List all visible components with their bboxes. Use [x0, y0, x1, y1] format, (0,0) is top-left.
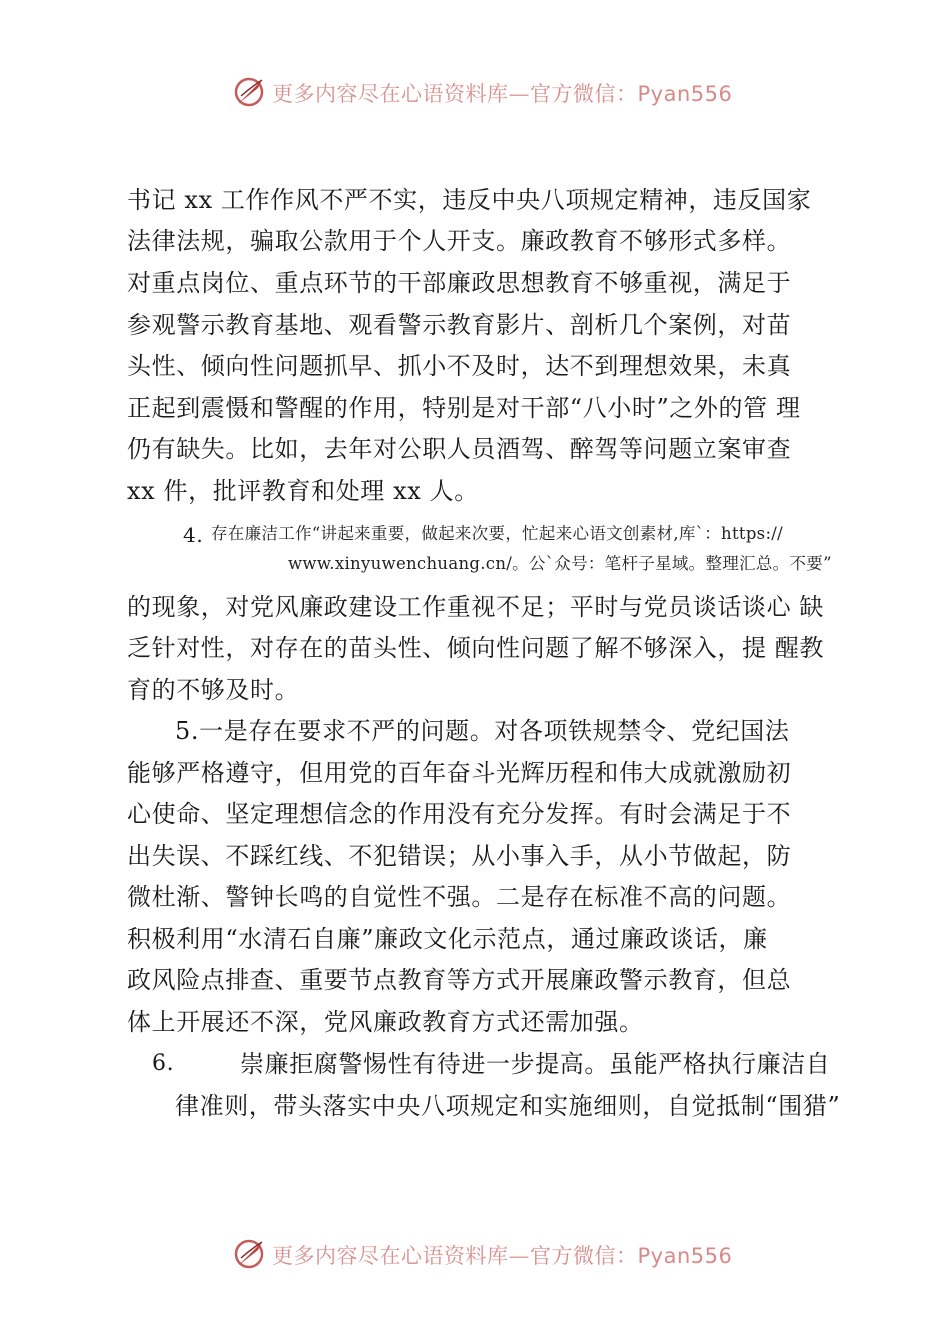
item6-line-2: 律准则，带头落实中央八项规定和实施细则，自觉抵制“围猎”	[175, 1092, 841, 1120]
body-line-7: 仍有缺失。比如，去年对公职人员酒驾、醉驾等问题立案审查	[127, 435, 792, 463]
item5-line-1: 5.一是存在要求不严的问题。对各项铁规禁令、党纪国法	[175, 717, 790, 745]
header-right: 官方微信：Pyan556	[530, 82, 733, 106]
footer-left: 更多内容尽在心语资料库	[272, 1244, 509, 1268]
item5-line-7: 政风险点排查、重要节点教育等方式开展廉政警示教育，但总	[127, 966, 792, 994]
item5-line-4: 出失误、不踩红线、不犯错误；从小事入手，从小节做起，防	[127, 842, 792, 870]
body-line-1: 书记 xx 工作作风不严不实，违反中央八项规定精神，违反国家	[127, 186, 812, 214]
item5-line-6: 积极利用“水清石自廉”廉政文化示范点，通过廉政谈话，廉	[127, 925, 768, 953]
header-banner	[0, 72, 950, 112]
item5-line-3: 心使命、坚定理想信念的作用没有充分发挥。有时会满足于不	[127, 800, 792, 828]
footer-right: 官方微信：Pyan556	[530, 1244, 733, 1268]
body-line-2: 法律法规，骗取公款用于个人开支。廉政教育不够形式多样。	[127, 227, 792, 255]
footer-dash: —	[508, 1244, 530, 1268]
body-line-3: 对重点岗位、重点环节的干部廉政思想教育不够重视，满足于	[127, 269, 792, 297]
body-line-4: 参观警示教育基地、观看警示教育影片、剖析几个案例，对苗	[127, 311, 792, 339]
footer-text	[272, 1240, 732, 1270]
item4-cont-line-2: 乏针对性，对存在的苗头性、倾向性问题了解不够深入，提 醒教	[127, 634, 825, 662]
header-left: 更多内容尽在心语资料库	[272, 82, 509, 106]
item4-line-2: www.xinyuwenchuang.cn/。公`众号：笔杆子星域。整理汇总。不要”	[288, 554, 832, 573]
body-line-5: 头性、倾向性问题抓早、抓小不及时，达不到理想效果，未真	[127, 352, 792, 380]
item4-number: 4.	[183, 523, 204, 547]
header-text	[272, 78, 732, 108]
item5-line-2: 能够严格遵守，但用党的百年奋斗光辉历程和伟大成就激励初	[127, 759, 792, 787]
quill-logo-icon	[232, 1236, 268, 1272]
footer-banner	[0, 1234, 950, 1274]
item5-line-8: 体上开展还不深，党风廉政教育方式还需加强。	[127, 1008, 644, 1036]
item6-line-1: 崇廉拒腐警惕性有待进一步提高。虽能严格执行廉洁自	[240, 1050, 831, 1078]
quill-logo-icon	[232, 74, 268, 110]
item5-line-5: 微杜渐、警钟长鸣的自觉性不强。二是存在标准不高的问题。	[127, 883, 792, 911]
item4-cont-line-1: 的现象，对党风廉政建设工作重视不足；平时与党员谈话谈心 缺	[127, 593, 825, 621]
body-line-6: 正起到震慑和警醒的作用，特别是对干部“八小时”之外的管 理	[127, 394, 801, 422]
item4-cont-line-3: 育的不够及时。	[127, 676, 300, 704]
body-line-8: xx 件，批评教育和处理 xx 人。	[127, 477, 479, 505]
item4-line-1: 存在廉洁工作“讲起来重要，做起来次要，忙起来心语文创素材,库`：https://	[211, 524, 784, 543]
item6-number: 6.	[152, 1051, 175, 1076]
header-dash: —	[508, 82, 530, 106]
